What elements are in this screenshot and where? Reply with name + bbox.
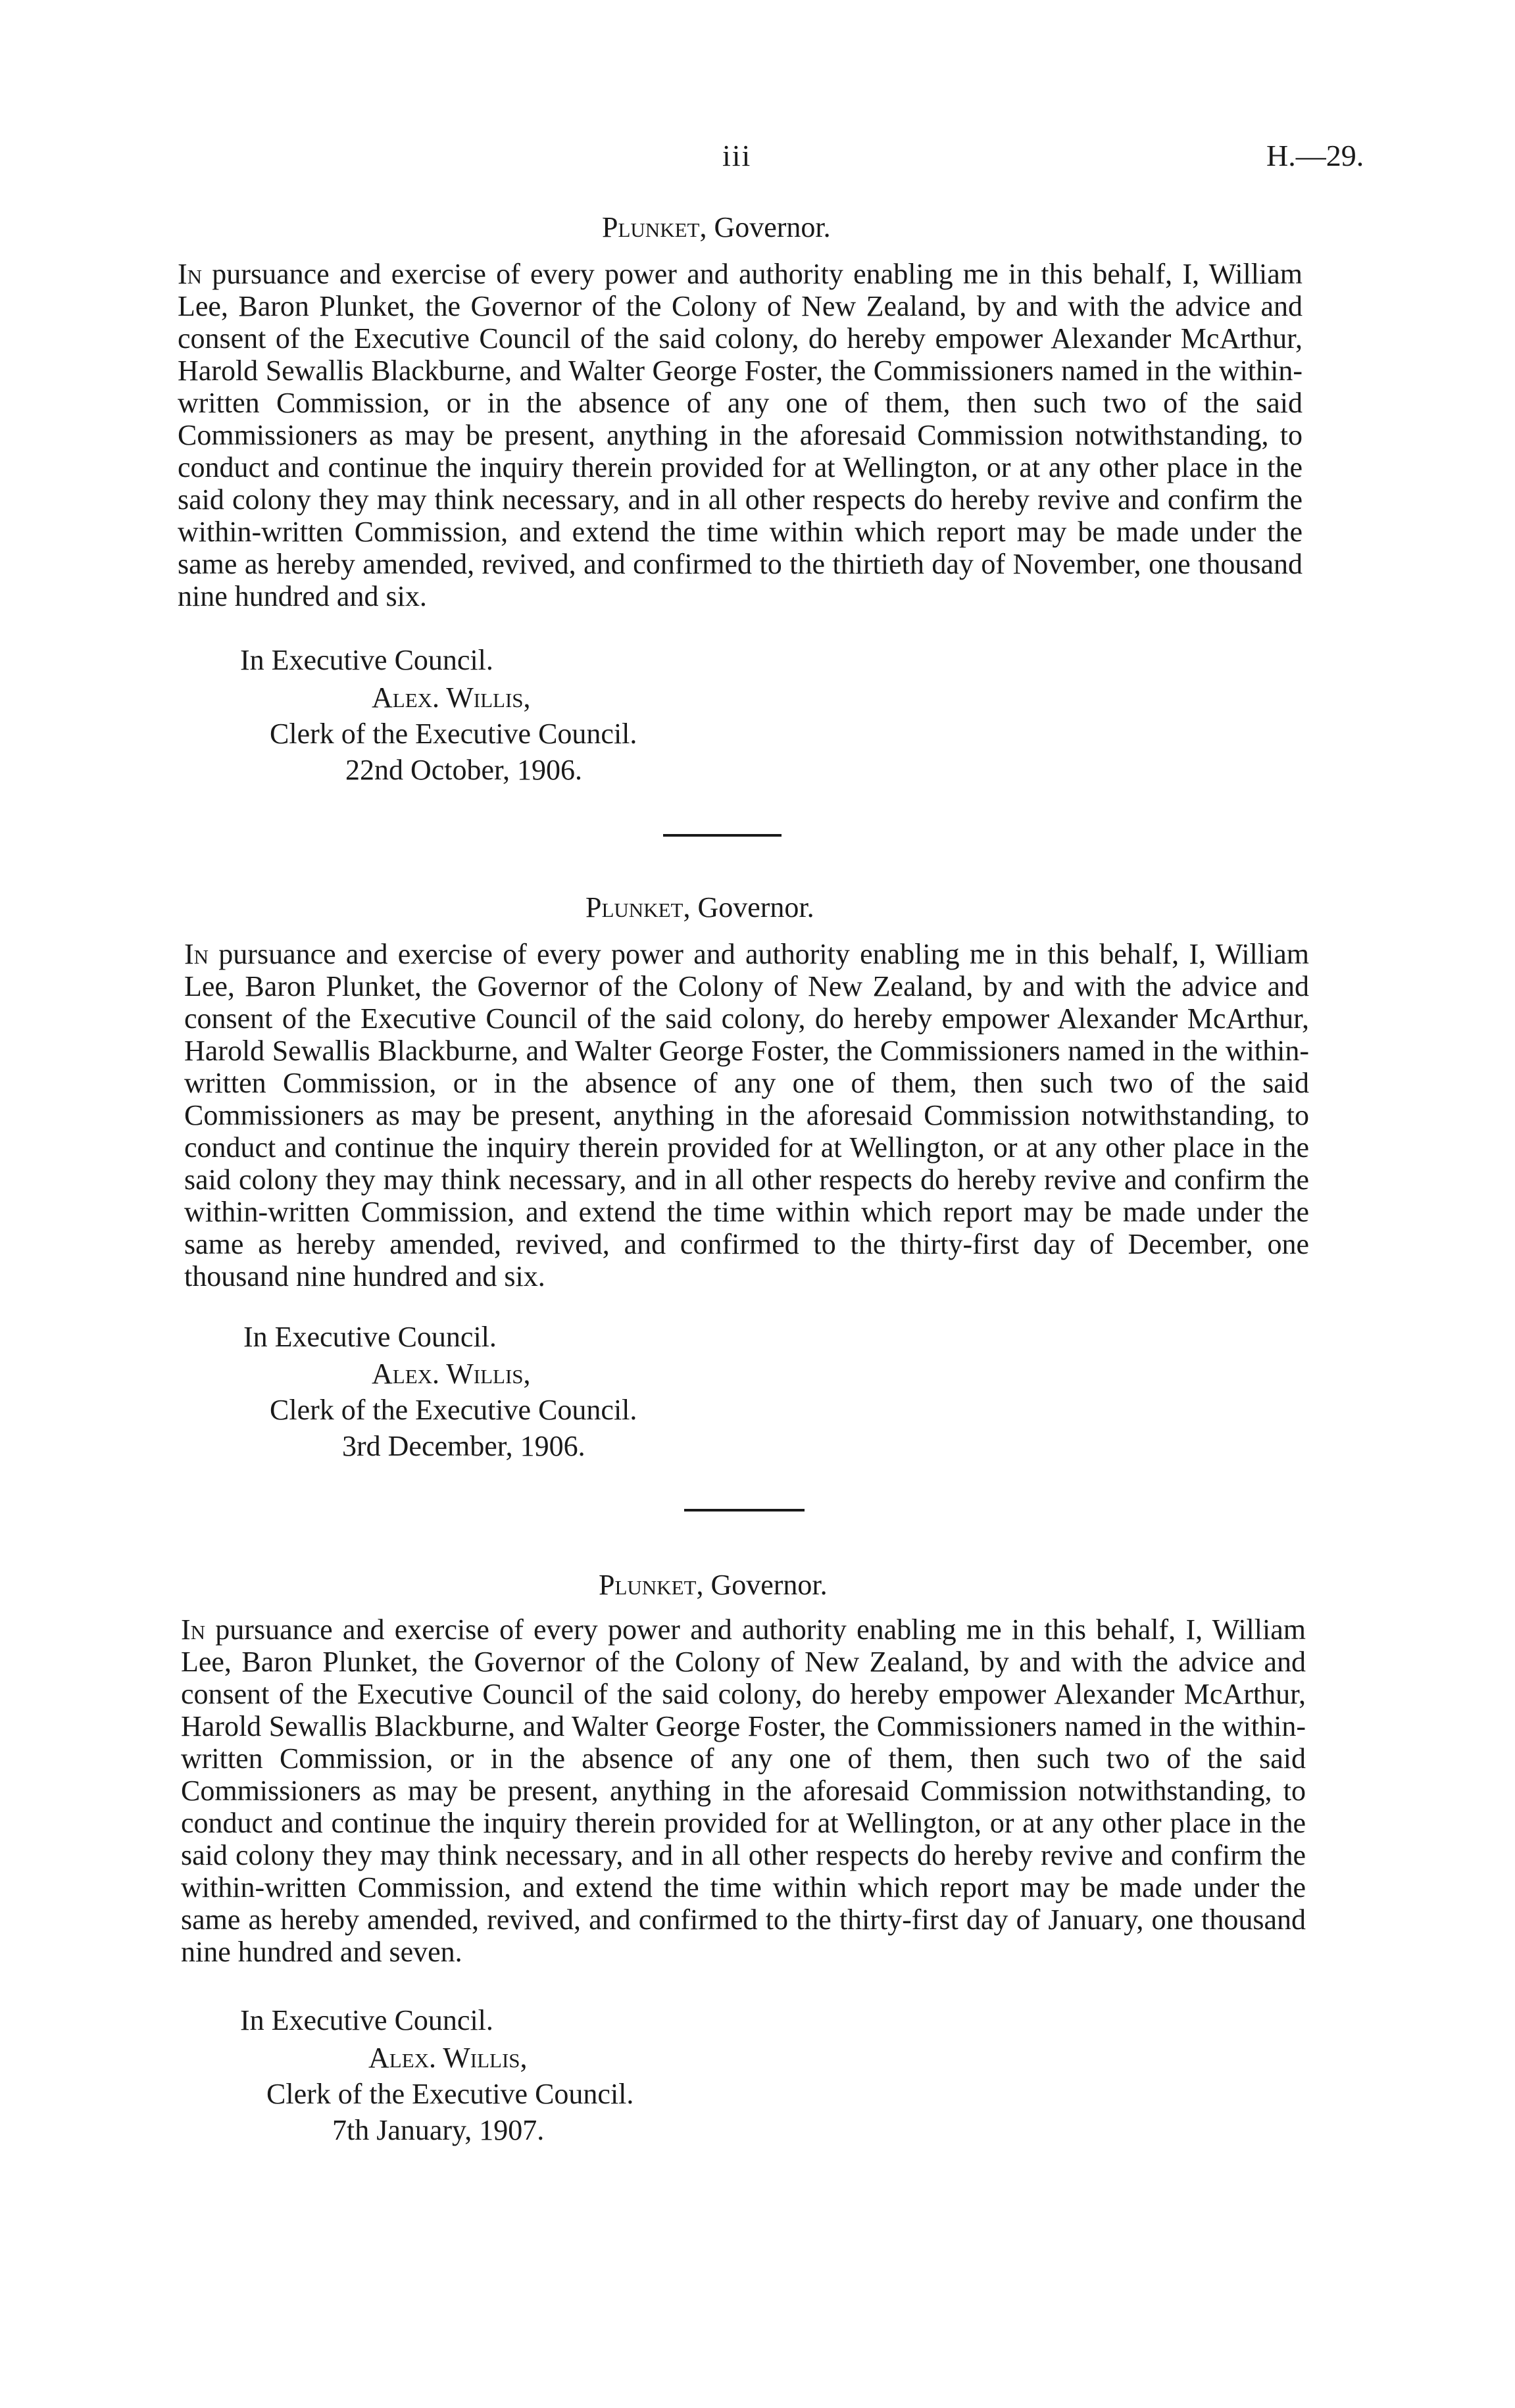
- clerk-title: Clerk of the Executive Council.: [270, 1394, 637, 1426]
- governor-title: , Governor.: [683, 891, 814, 923]
- body-lead-word: In: [184, 938, 209, 970]
- proclamation-heading: [602, 209, 831, 246]
- proclamation-date: 7th January, 1907.: [332, 2114, 545, 2146]
- council-line: In Executive Council.: [240, 2004, 493, 2036]
- clerk-name: Alex. Willis,: [372, 1358, 531, 1390]
- clerk-name: Alex. Willis,: [372, 681, 531, 714]
- document-reference: H.—29.: [1266, 139, 1364, 172]
- governor-title: , Governor.: [699, 211, 831, 243]
- body-lead-word: In: [181, 1613, 206, 1646]
- proclamation-heading: [599, 1567, 828, 1604]
- governor-name: Plunket: [602, 211, 700, 243]
- clerk-title: Clerk of the Executive Council.: [266, 2078, 634, 2110]
- council-line: In Executive Council.: [243, 1321, 497, 1353]
- proclamation-body: [178, 258, 1303, 612]
- council-line: In Executive Council.: [240, 644, 493, 676]
- body-text: pursuance and exercise of every power and authority enabling me in this behalf, I, William Lee, Baron Plunket, the Governor of the Colony of New Zealand, by and with the advice and consent of the Executive Council of the said colony, do hereby empower Alexander McArthur, Harold Sewallis Blackburne, and Walter George Foster, the Commissioners named in the within-written Commission, or in the absence of any one of them, then such two of the said Commissioners as may be present, anything in the aforesaid Commission notwithstanding, to conduct and continue the inquiry therein provided for at Wellington, or at any other place in the said colony they may think necessary, and in all other respects do hereby revive and confirm the within-written Commission, and extend the time within which report may be made under the same as hereby amended, revived, and confirmed to the thirty-first day of December, one thousand nine hundred and six.: [184, 938, 1309, 1292]
- proclamation-date: 3rd December, 1906.: [342, 1430, 585, 1462]
- body-lead-word: In: [178, 258, 203, 290]
- governor-name: Plunket: [599, 1569, 697, 1601]
- governor-name: Plunket: [585, 891, 683, 923]
- clerk-name: Alex. Willis,: [368, 2042, 528, 2074]
- proclamation-date: 22nd October, 1906.: [345, 754, 582, 786]
- page-number: iii: [722, 139, 752, 172]
- body-text: pursuance and exercise of every power and authority enabling me in this behalf, I, William Lee, Baron Plunket, the Governor of the Colony of New Zealand, by and with the advice and consent of the Executive Council of the said colony, do hereby empower Alexander McArthur, Harold Sewallis Blackburne, and Walter George Foster, the Commissioners named in the within-written Commission, or in the absence of any one of them, then such two of the said Commissioners as may be present, anything in the aforesaid Commission notwithstanding, to conduct and continue the inquiry therein provided for at Wellington, or at any other place in the said colony they may think necessary, and in all other respects do hereby revive and confirm the within-written Commission, and extend the time within which report may be made under the same as hereby amended, revived, and confirmed to the thirtieth day of November, one thousand nine hundred and six.: [178, 258, 1303, 612]
- section-divider: [684, 1509, 805, 1511]
- clerk-title: Clerk of the Executive Council.: [270, 718, 637, 750]
- proclamation-body: [184, 938, 1309, 1292]
- proclamation-heading: [585, 889, 814, 926]
- body-text: pursuance and exercise of every power and authority enabling me in this behalf, I, William Lee, Baron Plunket, the Governor of the Colony of New Zealand, by and with the advice and consent of the Executive Council of the said colony, do hereby empower Alexander McArthur, Harold Sewallis Blackburne, and Walter George Foster, the Commissioners named in the within-written Commission, or in the absence of any one of them, then such two of the said Commissioners as may be present, anything in the aforesaid Commission notwithstanding, to conduct and continue the inquiry therein provided for at Wellington, or at any other place in the said colony they may think necessary, and in all other respects do hereby revive and confirm the within-written Commission, and extend the time within which report may be made under the same as hereby amended, revived, and confirmed to the thirty-first day of January, one thousand nine hundred and seven.: [181, 1613, 1306, 1968]
- proclamation-body: [181, 1613, 1306, 1968]
- governor-title: , Governor.: [696, 1569, 828, 1601]
- section-divider: [663, 834, 782, 837]
